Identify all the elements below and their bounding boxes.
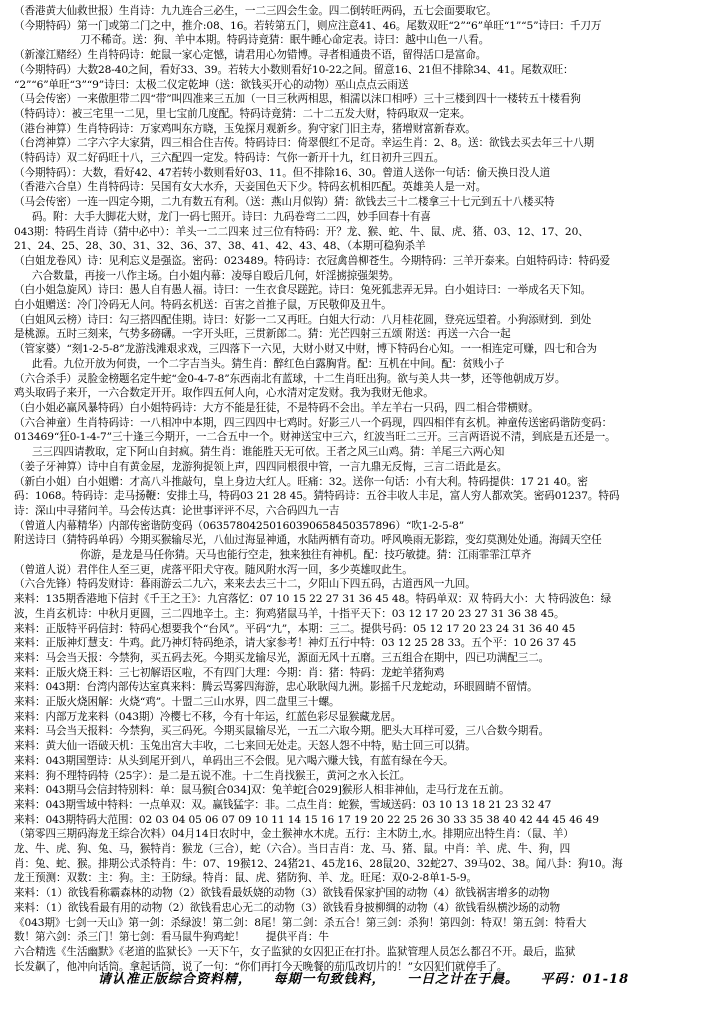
text-line: 三三四四请教取，定下阿山自封疯。猜生肖：谁能胜天无可依。王者之风三山鸡。猜：羊尾三六两心知: [32, 446, 505, 459]
text-line: 来料：马会当天报料：今禁狗，买三码死。今期买鼠输尽光，一五二六取今期。肥头大耳样可爱，三八合数今期看。: [14, 725, 550, 738]
text-line: （新濠江赌经）生肖特码诗：蛇鼠一家心定憾，请君用心勿错博。寻者相通贵不语，留得活口是富命。: [14, 49, 487, 62]
text-line: （港台神算）生肖特码诗：万家鸡叫东方晓，玉兔探月观新乡。狗守家门旧主寿，猪增财富新春欢。: [14, 122, 476, 135]
text-line: 是桃源。五时三刻来，气势多磅礴。一字开头旺，三贯新郎二。猜：光芒四射三五颂 附送：再送一六合一起: [14, 328, 511, 341]
text-line: 来料：043期雪域中特料：一点单双：双。赢钱猛字：非。二点生肖：蛇猴，雪域送码：03 10 13 18 21 23 32 47: [14, 798, 552, 811]
text-line: （六合神童）生肖特码诗：一八相冲中本期，四三四四中七鸡时。好影三八一个码现，四四相伴有玄机。神童传送密码谐防变码：: [14, 416, 613, 429]
text-line: 码。附：大手大脚花大财，龙门一码七照开。诗曰：九码卷弯二二四，妙手回春十有喜: [32, 210, 431, 223]
newspaper-text-body: [14, 4, 719, 974]
text-line: 21、24、25、28、30、31、32、36、37、38、41、42、43、48、（本期可稳狗杀羊: [14, 240, 426, 253]
text-line: 来料：043期马会信封特别料：单：鼠马猴[合034]双：兔羊蛇[合029]猴形人相非神仙，走马行龙在五前。: [14, 784, 510, 797]
text-line: （马会传密）一来傲胆带二四“带”叫四准来三五加（一日三秋两相思，相濡以沫口相呼）三十三楼到四十一楼转五十楼看狗: [14, 93, 581, 106]
footer-slogan-part3: 一日之计在于晨。: [406, 972, 519, 987]
text-line: 来料：043期国塑诗：从头到尾开到八，单码出三不会假。见六喝六赚大钱，有蓝有绿在今天。: [14, 754, 454, 767]
text-line: （白姐风云榜）诗曰：勾三搭四配佳期。诗曰：好影一二又再旺。白姐大行动：八月桂花圆，登亮远望着。小狗添财到．到处: [14, 313, 592, 326]
text-line: 长发飙了，他冲向话筒。拿起话筒，说了一句：“你们再打今天晚餐的茄瓜改切片的！”女囚犯们就停手了。: [14, 960, 508, 973]
text-line: （六合先锋）特码发财诗：暮雨游云二九六，来来去去三十二，夕阳山下四五码，古道西风一九回。: [14, 578, 476, 591]
text-line: （曾道人说）君伴住人至三更，虎落平阳犬守夜。随风附水泻一回，多少英雄叹此生。: [14, 563, 413, 576]
text-line: （香港黄大仙救世报）生肖诗：九九连合三必生，一二三四会生金。四二倒转旺两码，五七会面要取它。: [14, 5, 497, 17]
text-line: （第零四三期码海龙王综合次料）04月14日农时中，金土猴神水木虎。五行：主木防土,水。排期应出特生肖：（鼠、羊）: [14, 828, 574, 841]
text-line: 013469“狂0-1-4-7”三十逢三今期开，一二合五中一个。财神送宝中三六，红波当旺二三开。三言两语说不清，到底是五还是一。: [14, 431, 616, 444]
text-line: 你游，是龙是马任你猜。天马也能行空走，独来独往有神机。配：技巧敏捷。猜：江雨霏霏江草齐: [80, 549, 532, 562]
text-line: （管家婆）“刻1-2-5-8”龙游浅滩艰求戏，三四落下一六见，大财小财又中财，博下特码台心知。一一相连定可赚，四七和合为: [14, 343, 597, 356]
text-line: （特码诗）：被三宅里一二见，里七宝前几度配。特码诗竟猜：二十二五发大财，特码取双一定来。: [14, 107, 471, 120]
text-line: 来料：正版火烧王料：三七初解语区啦，不有四门大理：今期：肖：猪：特码：龙蛇羊猪狗鸡: [14, 666, 445, 679]
text-line: （台湾神算）二字六字大家猜，四三相合住吉传。特码诗曰：倚翠偎红不足奇。幸运生肖：2、8。送：欲钱去买去年三十八期: [14, 137, 594, 150]
text-line: “2”“6”单旺“3”“9”诗曰：太极二仪定乾坤（送：欲钱买开心的动物）巫山点点云雨送: [14, 78, 409, 91]
text-line: 白小姐赠送：冷门冷码无人问。特码玄机送：百害之首推子鼠，万民敬仰及丑牛。: [14, 299, 392, 312]
text-line: （今期特码）：大数，看好42、47若转小数则看好03、11。但不排除16、30。曾道人送你一句话：偷天换日没人道: [14, 166, 551, 179]
text-line: 来料：043期：台湾内部传达室真来料：腾云骂雾四海游，忠心耿耿闯九洲。影摇千尺龙蛇动，环眼圆睛不留情。: [14, 681, 538, 694]
footer-flat-code: 平码：01-18: [540, 972, 630, 987]
text-line: 六合精选《生活幽默》《老道的监狱长》一天下午，女子监狱的女囚犯正在打扑。监狱管理人员怎么都召不开。最后，监狱: [14, 946, 576, 958]
text-line: 来料：135期香港地下信封《千王之王》：九宫落忆：07 10 15 22 27 31 36 45 48。特码单双：双 特码大小：大 特码波色：绿: [14, 593, 612, 606]
text-line: 波，生肖玄机诗：中秋月更圆，三二四地辛土。主：狗鸡猪鼠马羊，十指平天下：03 12 17 20 23 27 31 36 38 45。: [14, 607, 565, 620]
text-line: 来料：内部万龙来料（043期）冷樱七不移，今有十年运，红蓝色彩尽显猴藏龙居。: [14, 710, 402, 723]
text-line: （马会传密）一连一四定今期，二九有数五有利。（送：燕山月似钩）猜：欲钱去三十二楼拿三十七元到五十八楼买特: [14, 196, 555, 209]
text-line: （曾道人内幕精华）内部传密谐防变码（06357804250160390658450357896）“吹1-2-5-8”: [14, 519, 465, 532]
text-line: 龙、牛、虎、狗、兔、马，猴特肖：猴龙（三合），蛇（六合）。当日吉肖：龙、马、猪、鼠。中肖：羊、虎、牛、狗，四: [14, 843, 571, 856]
text-line: （六合杀手）灵脸金榜题名定牛蛇“金0-4-7-8”东西南北有蓝球，十二生肖旺出狗。欲与美人共一梦，还等他朝成万岁。: [14, 372, 566, 385]
text-line: 数！第六剑：杀三门！第七剑：看马鼠牛狗鸡蛇！ 提供平肖：牛: [14, 931, 329, 944]
text-line: （白小姐急旋风）诗曰：愚人自有愚人福。诗曰：一生衣食尽蹉跎。诗曰：兔死狐悲弄无异。白小姐诗曰：一举成名天下知。: [14, 284, 592, 297]
text-line: 刀不稀奇。送：狗、羊中本期。特码诗竟猜：眠牛睡心命定表。诗曰：越中山色一八看。: [80, 34, 490, 47]
text-line: 鸡头取码子来开，一六合数定开开。取作四五何人向，心水清对定发财。我为我财无他求。: [14, 387, 434, 400]
text-line: 肖：兔、蛇、猴。排期公式杀特肖：牛：07、19猴12、24猪21、45龙16、28鼠20、32蛇27、39马02、38。闻八卦：狗10。海: [14, 857, 623, 870]
footer-slogan-part2: 每期一句致钱料，: [273, 972, 386, 987]
text-line: 来料：马会当天报：今禁狗，买五码去死。今期买龙输尽光，源面无风十五磨。三五组合在期中，四已功满配三二。: [14, 651, 550, 664]
footer-slogan-part1: 请认准正版综合资料精，: [97, 972, 252, 987]
text-line: （今期特码）第一门或第二门之中，推介:08、16。若转第五门，则应注意41、46。尾数双旺“2”“6”单旺“1”“5”诗曰：千刀万: [14, 19, 602, 32]
text-line: 《043期》七剑一天山》第一剑：杀绿波！第二剑：8尾！第二剑：杀五合！第三剑：杀狗！第四剑：特双！第五剑：特看大: [14, 916, 587, 929]
text-line: 来料：狗不理特码特（25字）：是二是五说不准。十二生肖找猴王，黄河之水入长江。: [14, 769, 411, 782]
footer-slogan: [0, 968, 727, 987]
text-line: （白小姐必赢风暴特码）白小姐特码诗：大方不能是狂徒，不是特码不会出。羊左羊右一只码，四二相合带横财。: [14, 401, 539, 414]
text-line: 来料：正版特平码信封：特码心想要我个“台风”。平码“九”，本期：三二。提供号码：05 12 17 20 23 24 31 36 40 45: [14, 622, 576, 635]
text-line: （特码诗）双二好码旺十八，三六配四一定发。特码诗：气你一新开十九，红日初升三四五。: [14, 152, 445, 165]
text-line: 来料：黄大仙一语破天机：玉兔出宫大丰收，二七来回无处走。天怒人怨不中特，贴士回三可以猜。: [14, 740, 476, 753]
text-line: （今期特码）大数28-40之间，看好33、39。若转大小数则看好10-22之间。留意16、21但不排除34、41。尾数双旺：: [14, 63, 574, 76]
text-line: （香港六合皇）生肖特码诗：吴国有女大水乔，天妾国色天下少。特码玄机相匹配。英雄美人是一对。: [14, 181, 487, 194]
text-line: 来料：043期特码大范围：02 03 04 05 06 07 09 10 11 14 15 16 17 19 20 22 25 26 30 33 35 38 40 42 44 45 46 49: [14, 813, 599, 826]
text-line: （白姐龙卷风）诗：见利忘义是强盗。密码：023489。特码诗：衣冠禽兽柳苍生。今期特码：三羊开泰来。白姐特码诗：特码爱: [14, 254, 611, 267]
text-line: 此看。九位开放为何贵，一个二字吉当头。猜生肖：醉红色白露胸背。配：互机在中间。配：贫贱小子: [32, 357, 505, 370]
text-line: 六合数量，再接一八作主场。白小姐内幕：凌辱自殴后几何，奸淫掳掠强架势。: [32, 269, 400, 282]
text-line: 码：1068。特码诗：走马扬鞭：安排土马，特码03 21 28 45。猜特码诗：五谷丰收人丰足，富人穷人都欢笑。密码01237。特码: [14, 490, 620, 503]
text-line: 来料：（1）欲钱看最有用的动物（2）欲钱看忠心无二的动物（3）欲钱看身披柳绸的动物（4）欲钱看纵横沙场的动物: [14, 901, 560, 914]
text-line: 龙王预测：双数：主：狗。主：王防绿。特肖：鼠、虎、猪防狗、羊、龙。旺尾：双0-2-8单1-5-9。: [14, 872, 478, 885]
text-line: （姜子牙神算）诗中自有黄金屋，龙游狗捉领上声，四四同根很中管，一言九鼎无反悔，三言二语此是玄。: [14, 460, 508, 473]
text-line: 附送诗曰（猜特码单码）今期买猴输尽光，八仙过海显神通，水陆两栖有奇功。呼风唤雨无影踪，变幻莫测处处通。海阔天空任: [14, 534, 602, 547]
text-line: 来料：正版火烧困解：火烧“鸡”。十盟二三山水界，四二盘里三十螺。: [14, 696, 340, 709]
text-line: 诗：深山中寻猪问羊。马会传达真：论世事评评不尽，六合码四九一吉: [14, 504, 340, 517]
text-line: 来料：正版神灯慧支：牛鸡。此乃神灯特码绝杀，请大家参考！神灯五行中特：03 12 25 28 33。五个平：10 26 37 45: [14, 637, 577, 650]
text-line: 来料：（1）欲钱看称霸森林的动物（2）欲钱看最妖娆的动物（3）欲钱看保家护国的动物（4）欲钱祸害增多的动物: [14, 887, 550, 900]
text-line: 043期：特码生肖诗（猜中必中）：羊头一二二四来 过三位有特码：开？龙、猴、蛇、牛、鼠、虎、猪、03、12、17、20、: [14, 225, 589, 238]
text-line: （新白小姐）白小姐赠：才高八斗推敲句，皇上身边大红人。旺痛：32。送你一句话：小有大利。特码提供：17 21 40。密: [14, 475, 588, 488]
